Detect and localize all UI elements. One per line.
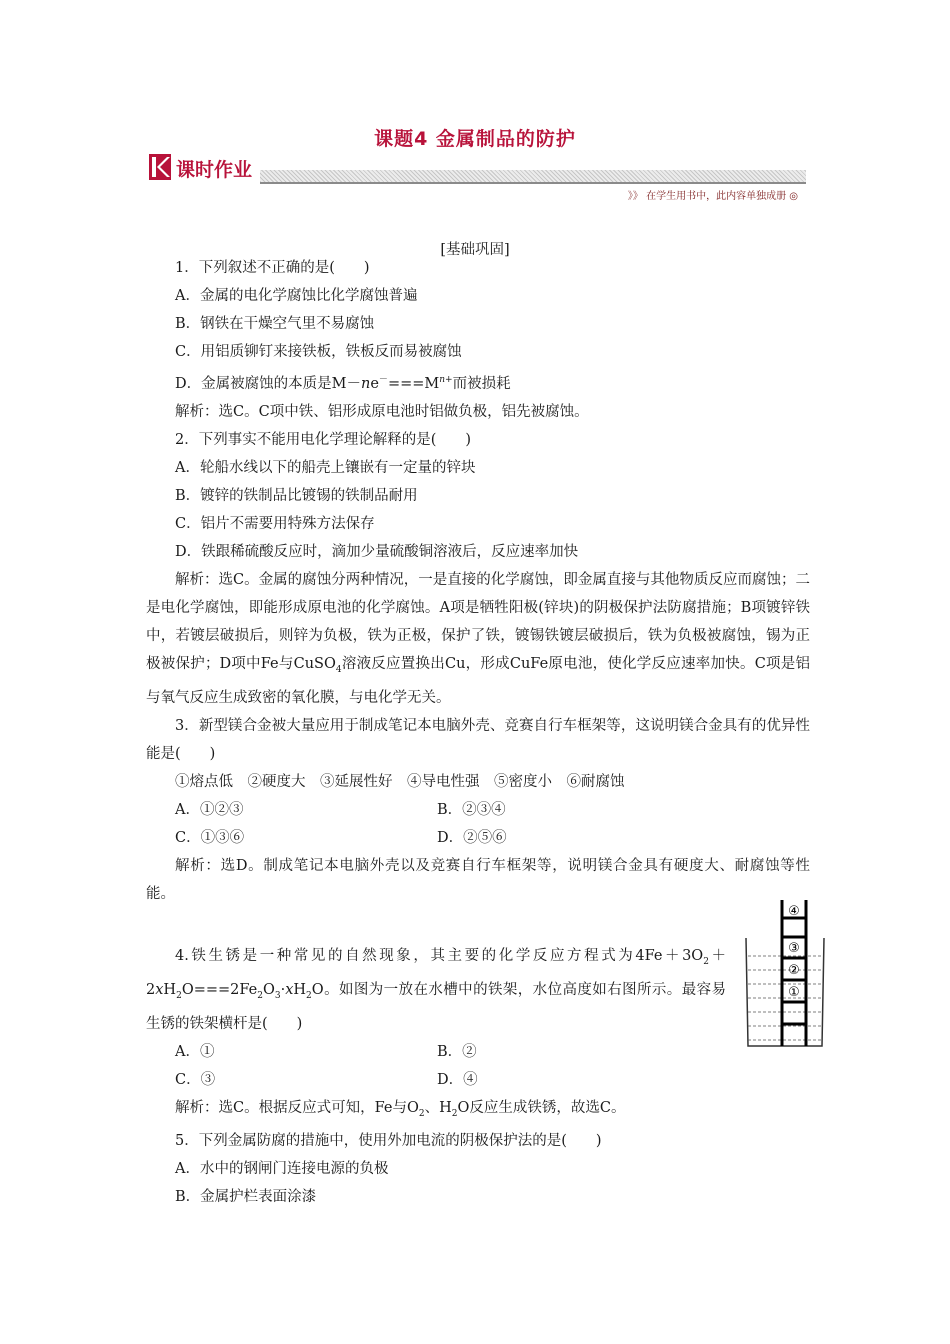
crossbar-label-3: ③: [788, 941, 800, 956]
q5-option-b: B．金属护栏表面涂漆: [175, 1189, 317, 1206]
q1-option-d: D．金属被腐蚀的本质是$M-ne^-===M^{n+}$而被损耗: [175, 375, 511, 392]
banner-bar: [260, 170, 806, 202]
q4-option-a: A．①: [175, 1043, 215, 1060]
crossbar-label-2: ②: [788, 963, 800, 978]
q3-option-a: A．①②③: [175, 801, 244, 818]
q1-option-c: C．用铝质铆钉来接铁板，铁板反而易被腐蚀: [175, 344, 462, 360]
q3-options-row-1: [146, 796, 810, 824]
q1-answer: 解析：选C。C项中铁、铝形成原电池时铝做负极，铝先被腐蚀。: [175, 403, 589, 420]
q2-stem: 2．下列事实不能用电化学理论解释的是( ): [175, 431, 472, 448]
homework-banner: [148, 150, 808, 202]
q4-options-row-2: [146, 1066, 810, 1094]
q3-options-row-2: [146, 824, 810, 852]
page-title: 课题4 金属制品的防护: [374, 128, 576, 150]
q1-option-b: B．钢铁在干燥空气里不易腐蚀: [175, 316, 375, 332]
q3-option-d: D．②⑤⑥: [437, 829, 507, 846]
q4-stem: 4.铁生锈是一种常见的自然现象，其主要的化学反应方程式为$4Fe+3O_2+2xH_2O===2Fe_2O_3\cdot xH_2O$。如图为一放在水槽中的铁架，水位高度如右图所示。最容易生锈的铁架横杆是( ): [146, 947, 726, 1032]
q2-option-a: A．轮船水线以下的船壳上镶嵌有一定量的锌块: [175, 459, 476, 476]
q1-option-a: A．金属的电化学腐蚀比化学腐蚀普遍: [175, 288, 418, 304]
q5-stem: 5．下列金属防腐的措施中，使用外加电流的阴极保护法的是( ): [175, 1133, 602, 1150]
q2-option-d: D．铁跟稀硫酸反应时，滴加少量硫酸铜溶液后，反应速率加快: [175, 543, 579, 560]
crossbar-label-4: ④: [788, 904, 800, 919]
q2-answer: 解析：选C。金属的腐蚀分两种情况，一是直接的化学腐蚀，即金属直接与其他物质反应而腐蚀；二是电化学腐蚀，即能形成原电池的化学腐蚀。A项是牺牲阳极(锌块)的阴极保护法防腐措施；B项镀锌铁中，若镀层破损后，则锌为负极，铁为正极，保护了铁，镀锡铁镀层破损后，铁为负极被腐蚀，锡为正极被保护；D项中Fe与CuSO$_4$溶液反应置换出Cu，形成CuFe原电池，使化学反应速率加快。C项是铝与氧气反应生成致密的氧化膜，与电化学无关。: [146, 571, 810, 706]
banner-label: 课时作业: [176, 159, 253, 181]
q3-option-c: C．①③⑥: [175, 829, 245, 846]
water-lines: [748, 956, 822, 1040]
q4-option-b: B．②: [437, 1043, 477, 1060]
q4-option-c: C．③: [175, 1071, 216, 1088]
q3-stem: 3．新型镁合金被大量应用于制成笔记本电脑外壳、竞赛自行车框架等，这说明镁合金具有的优异性能是( ): [146, 717, 810, 762]
question-list: [146, 254, 810, 1211]
banner-note: 》》 在学生用书中，此内容单独成册 ◎: [626, 187, 800, 202]
water-tank: [746, 938, 824, 1046]
q4-options-row-1: [146, 1038, 810, 1066]
q1-stem: 1．下列叙述不正确的是( ): [175, 260, 370, 276]
iron-frame-diagram: [744, 896, 828, 1052]
section-title: [基础巩固]: [440, 242, 510, 258]
q4-answer: 解析：选C。根据反应式可知，Fe与$O_2$、$H_2O$反应生成铁锈，故选C。: [175, 1099, 626, 1119]
q3-properties: ①熔点低 ②硬度大 ③延展性好 ④导电性强 ⑤密度小 ⑥耐腐蚀: [175, 773, 625, 790]
crossbar-label-1: ①: [788, 985, 800, 1000]
q4-option-d: D．④: [437, 1071, 478, 1088]
q3-option-b: B．②③④: [437, 801, 506, 818]
k-logo-icon: [148, 152, 174, 182]
q2-option-c: C．铝片不需要用特殊方法保存: [175, 515, 375, 532]
q2-option-b: B．镀锌的铁制品比镀锡的铁制品耐用: [175, 487, 418, 504]
q3-answer: 解析：选D。制成笔记本电脑外壳以及竞赛自行车框架等，说明镁合金具有硬度大、耐腐蚀等性能。: [146, 857, 810, 902]
q5-option-a: A．水中的钢闸门连接电源的负极: [175, 1161, 389, 1178]
